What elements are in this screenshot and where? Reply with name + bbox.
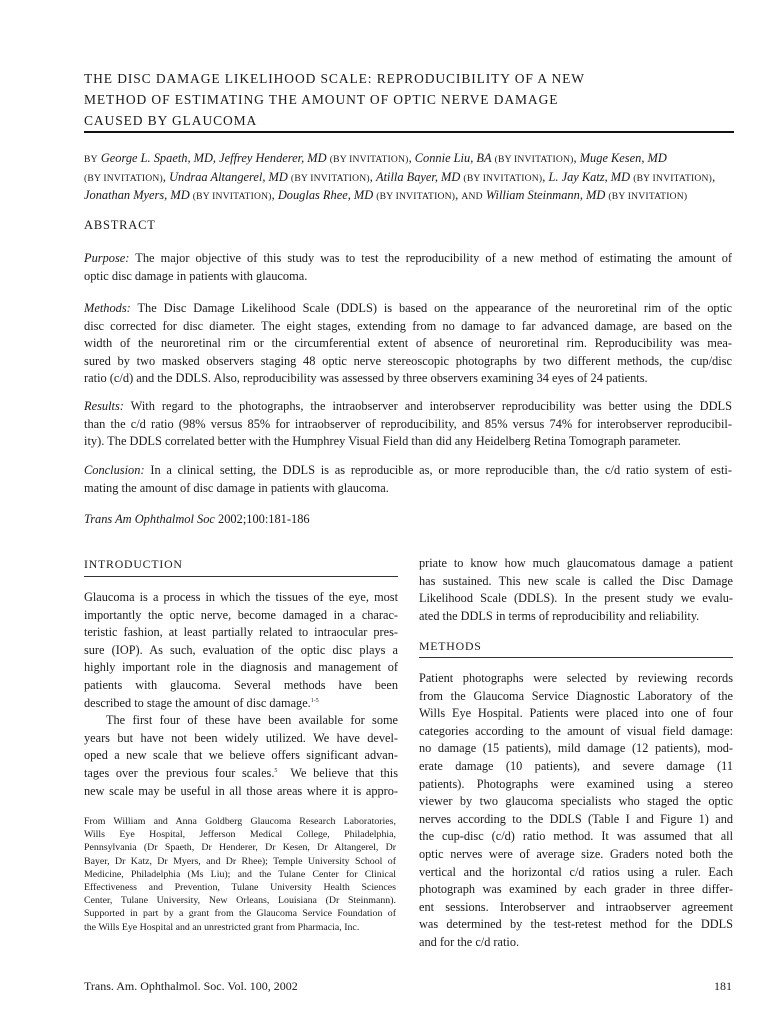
text-line: years but have not been widely utilized. We have devel-	[84, 730, 398, 745]
methods-text	[419, 670, 733, 952]
invitation-note: (BY INVITATION)	[463, 172, 543, 184]
text-line: Wills Eye Hospital. Patients were placed into one of four	[419, 706, 733, 721]
text-line: erate damage (10 patients), and severe damage (11	[419, 758, 733, 773]
and-label: AND	[461, 191, 483, 202]
text-line: nerves according to the DDLS (Table I and Figure 1) and	[419, 811, 733, 826]
reference-mark: 5	[274, 767, 278, 774]
footnote-line: Wills Eye Hospital, Jefferson Medical College, Philadelphia,	[84, 829, 396, 841]
footnote-line: Bayer, Dr Katz, Dr Myers, and Dr Rhee); Temple University School of	[84, 855, 396, 867]
text-line: The first four of these have been available for some	[106, 713, 398, 728]
author-list	[84, 150, 734, 206]
citation-journal: Trans Am Ophthalmol Soc	[84, 512, 215, 526]
text-line: Methods: The Disc Damage Likelihood Scale (DDLS) is based on the appearance of the neuroretinal rim of the optic	[84, 301, 733, 315]
text-line: tages over the previous four scales.$^5$ We believe that this	[84, 765, 398, 780]
author-name: William Steinmann, MD	[485, 188, 606, 202]
by-label: BY	[84, 154, 98, 165]
author-line-1: BY George L. Spaeth, MD, Jeffrey Henderer, MD (BY INVITATION), Connie Liu, BA (BY INVITATION), Muge Kesen, MD	[84, 151, 667, 165]
text-line: ity). The DDLS correlated better with the Humphrey Visual Field than did any Heidelberg Retina Tomograph parameter.	[84, 434, 681, 449]
author-name: Atilla Bayer, MD	[376, 169, 461, 184]
abstract-heading: ABSTRACT	[84, 218, 156, 232]
abstract-methods	[84, 300, 732, 388]
invitation-note: (BY INVITATION)	[329, 154, 409, 165]
footnote-line: the Wills Eye Hospital and an unrestricted grant from Pharmacia, Inc.	[84, 921, 360, 933]
text-line: categories according to the amount of visual field damage:	[419, 723, 733, 738]
author-line-2: (BY INVITATION), Undraa Altangerel, MD (BY INVITATION), Atilla Bayer, MD (BY INVITATION), L. Jay Katz, MD (BY INVITATION),	[84, 169, 716, 184]
article-title	[84, 68, 734, 131]
text-line: viewer by two glaucoma specialists who staged the optic	[419, 794, 733, 809]
text-line: ratio (c/d) and the DDLS. Also, reproducibility was assessed by three observers examining 34 eyes of 24 patients.	[84, 371, 648, 386]
text-line: and for the c/d ratio.	[419, 934, 520, 949]
introduction-text	[84, 589, 398, 800]
footnote-line: Supported in part by a grant from the Glaucoma Service Foundation of	[84, 908, 396, 920]
text-line: described to stage the amount of disc damage.$^{1-5}$	[84, 695, 319, 710]
running-footer: Trans. Am. Ophthalmol. Soc. Vol. 100, 2002	[84, 979, 298, 993]
affiliation-footnote	[84, 815, 396, 934]
invitation-note: (BY INVITATION)	[376, 191, 456, 202]
results-label: Results:	[84, 399, 124, 413]
text-line: no damage (15 patients), mild damage (12 patients), mod-	[419, 741, 733, 756]
text-line: Likelihood Scale (DDLS). In the present study we evalu-	[419, 591, 733, 606]
invitation-note: (BY INVITATION)	[84, 172, 163, 184]
text-line: photograph was examined by each grader in three differ-	[419, 882, 733, 897]
text-line: patients with glaucoma. Several methods have been	[84, 677, 398, 692]
invitation-note: (BY INVITATION)	[494, 154, 574, 165]
methods-heading: METHODS	[419, 639, 482, 653]
title-line-1: THE DISC DAMAGE LIKELIHOOD SCALE: REPRODUCIBILITY OF A NEW	[84, 71, 585, 86]
text-line: oped a new scale that we believe offers significant advan-	[84, 748, 398, 763]
abstract-conclusion	[84, 462, 732, 497]
invitation-note: (BY INVITATION)	[608, 191, 688, 202]
reference-mark: 1-5	[310, 697, 319, 704]
footnote-line: Pennsylvania (Dr Spaeth, Dr Henderer, Dr Kesen, Dr Altangerel, Dr	[84, 842, 396, 854]
introduction-continued	[419, 555, 733, 625]
purpose-label: Purpose:	[84, 251, 130, 265]
text-line: sured by two masked observers staging 48 optic nerve stereoscopic photographs by two different methods, the cup/disc	[84, 353, 732, 368]
methods-rule	[419, 657, 733, 658]
text-line: sure (IOP). As such, evaluation of the optic disc plays a	[84, 642, 398, 657]
invitation-note: (BY INVITATION)	[290, 172, 370, 184]
text-line: ent sessions. Interobserver and intraobserver agreement	[419, 899, 733, 914]
text-line: teristic fashion, at least partially related to intraocular pres-	[84, 625, 398, 640]
text-line: was determined by the test-retest method for the DDLS	[419, 917, 733, 932]
introduction-heading: INTRODUCTION	[84, 557, 183, 571]
text-line: width of the neuroretinal rim or the circumferential extent of absence of neuroretinal rim. Reproducibility was mea-	[84, 336, 732, 351]
text-line: Glaucoma is a process in which the tissues of the eye, most	[84, 590, 398, 604]
text-line: than the c/d ratio (98% versus 85% for intraobserver of reproducibility, and 85% versus 74% for interobserver reproducibil-	[84, 416, 732, 431]
author-name: Undraa Altangerel, MD	[169, 169, 288, 184]
author-name: Connie Liu, BA	[414, 151, 492, 165]
author-name: Jonathan Myers, MD	[84, 188, 190, 202]
citation-ref: 2002;100:181-186	[218, 512, 310, 526]
text-line: highly important role in the diagnosis and management of	[84, 660, 398, 675]
text-line: has sustained. This new scale is called the Disc Damage	[419, 573, 733, 588]
text-line: patients). Photographs were examined using a stereo	[419, 776, 733, 791]
invitation-note: (BY INVITATION)	[633, 172, 713, 184]
abstract-purpose	[84, 250, 732, 285]
text-line: Patient photographs were selected by reviewing records	[419, 671, 733, 685]
footnote-line: From William and Anna Goldberg Glaucoma Research Laboratories,	[84, 816, 396, 827]
author-name: Muge Kesen, MD	[579, 151, 667, 165]
footnote-line: Medicine, Philadelphia (Ms Liu); and the Tulane Center for Clinical	[84, 868, 396, 880]
text-line: importantly the optic nerve, become damaged in a charac-	[84, 607, 398, 622]
author-name: L. Jay Katz, MD	[548, 169, 631, 184]
text-line: optic disc damage in patients with glaucoma.	[84, 268, 308, 283]
title-line-2: METHOD OF ESTIMATING THE AMOUNT OF OPTIC NERVE DAMAGE	[84, 92, 559, 107]
text-line: new scale may be useful in all those areas where it is appro-	[84, 783, 398, 798]
title-rule	[84, 131, 734, 133]
text-line: optic nerves were of average size. Graders noted both the	[419, 846, 733, 861]
text-line: priate to know how much glaucomatous damage a patient	[419, 556, 733, 570]
abstract-results	[84, 398, 732, 451]
journal-citation	[84, 512, 310, 527]
text-line: Results: With regard to the photographs, the intraobserver and interobserver reproducibility was better using the DDLS	[84, 399, 732, 413]
text-line: ated the DDLS in terms of reproducibility and reliability.	[419, 608, 700, 623]
text-line: the cup-disc (c/d) ratio method. It was assumed that all	[419, 829, 733, 844]
text-line: from the Glaucoma Service Diagnostic Laboratory of the	[419, 688, 733, 703]
invitation-note: (BY INVITATION)	[192, 191, 272, 202]
introduction-rule	[84, 576, 398, 577]
text-line: vertical and the horizontal c/d ratios using a ruler. Each	[419, 864, 733, 879]
methods-label: Methods:	[84, 301, 131, 315]
text-line: Conclusion: In a clinical setting, the DDLS is as reproducible as, or more reproducible than, the c/d ratio system of esti-	[84, 463, 732, 477]
author-name: Douglas Rhee, MD	[277, 188, 374, 202]
conclusion-label: Conclusion:	[84, 463, 145, 477]
text-line: disc corrected for disc diameter. The eight stages, extending from no damage to far advanced damage, are based on the	[84, 318, 732, 333]
author-name: Jeffrey Henderer, MD	[219, 151, 327, 165]
page-number: 181	[714, 979, 732, 993]
text-line: mating the amount of disc damage in patients with glaucoma.	[84, 480, 389, 495]
text-line: Purpose: The major objective of this study was to test the reproducibility of a new method of estimating the amount of	[84, 251, 733, 265]
author-line-3: Jonathan Myers, MD (BY INVITATION), Douglas Rhee, MD (BY INVITATION), AND William Steinmann, MD (BY INVITATION)	[84, 188, 688, 202]
author-name: George L. Spaeth, MD,	[100, 151, 217, 165]
footnote-line: Effectiveness and Prevention, Tulane University Health Sciences	[84, 882, 396, 894]
title-line-3: CAUSED BY GLAUCOMA	[84, 113, 258, 128]
footnote-line: Center, Tulane University, New Orleans, Louisiana (Dr Steinmann).	[84, 895, 396, 907]
